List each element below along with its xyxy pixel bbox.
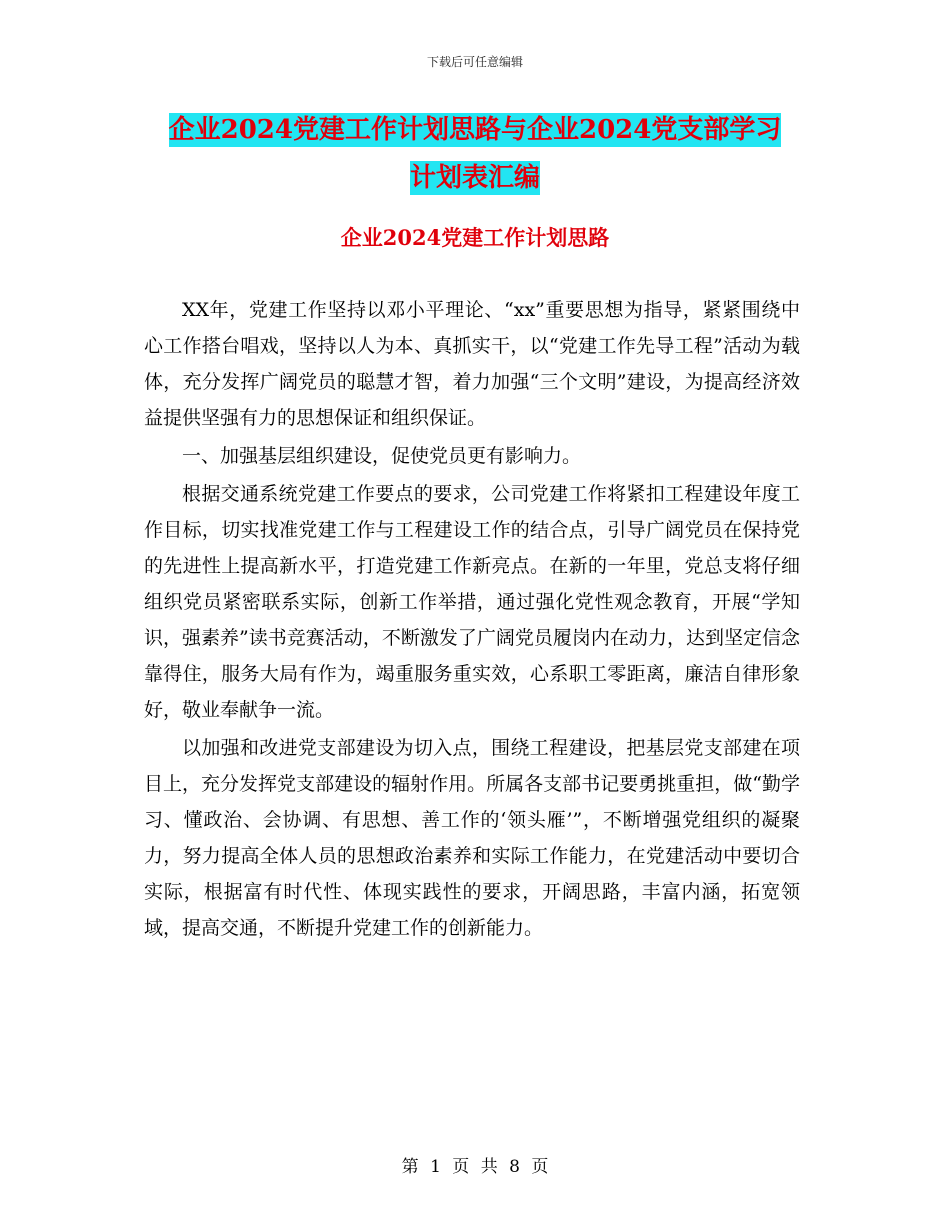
header-note: 下载后可任意编辑 — [426, 55, 523, 69]
title-line-2: 计划表汇编 — [409, 163, 540, 193]
title-line-1: 企业2024党建工作计划思路与企业2024党支部学习 — [168, 115, 782, 145]
paragraph-1: XX年，党建工作坚持以邓小平理论、“xx”重要思想为指导，紧紧围绕中心工作搭台唱戏，坚持以人为本、真抓实干，以“党建工作先导工程”活动为载体，充分发挥广阔党员的聪慧才智，着力加强“三个文明”建设，为提高经济效益提供坚强有力的思想保证和组织保证。 — [144, 299, 800, 429]
body-text — [144, 292, 800, 948]
paragraph-2: 一、加强基层组织建设，促使党员更有影响力。 — [182, 445, 582, 467]
section-title: 企业2024党建工作计划思路 — [340, 225, 610, 250]
paragraph-4: 以加强和改进党支部建设为切入点，围绕工程建设，把基层党支部建在项目上，充分发挥党支部建设的辐射作用。所属各支部书记要勇挑重担，做“勤学习、懂政治、会协调、有思想、善工作的‘领头雁’”，不断增强党组织的凝聚力，努力提高全体人员的思想政治素养和实际工作能力，在党建活动中要切合实际，根据富有时代性、体现实践性的要求，开阔思路，丰富内涵，拓宽领域，提高交通，不断提升党建工作的创新能力。 — [144, 737, 800, 939]
page-footer: 第 1 页 共 8 页 — [401, 1157, 549, 1177]
paragraph-3: 根据交通系统党建工作要点的要求，公司党建工作将紧扣工程建设年度工作目标，切实找准党建工作与工程建设工作的结合点，引导广阔党员在保持党的先进性上提高新水平，打造党建工作新亮点。在新的一年里，党总支将仔细组织党员紧密联系实际，创新工作举措，通过强化党性观念教育，开展“学知识，强素养”读书竞赛活动，不断激发了广阔党员履岗内在动力，达到坚定信念靠得住，服务大局有作为，竭重服务重实效，心系职工零距离，廉洁自律形象好，敬业奉献争一流。 — [144, 483, 800, 721]
document-title — [0, 106, 950, 202]
